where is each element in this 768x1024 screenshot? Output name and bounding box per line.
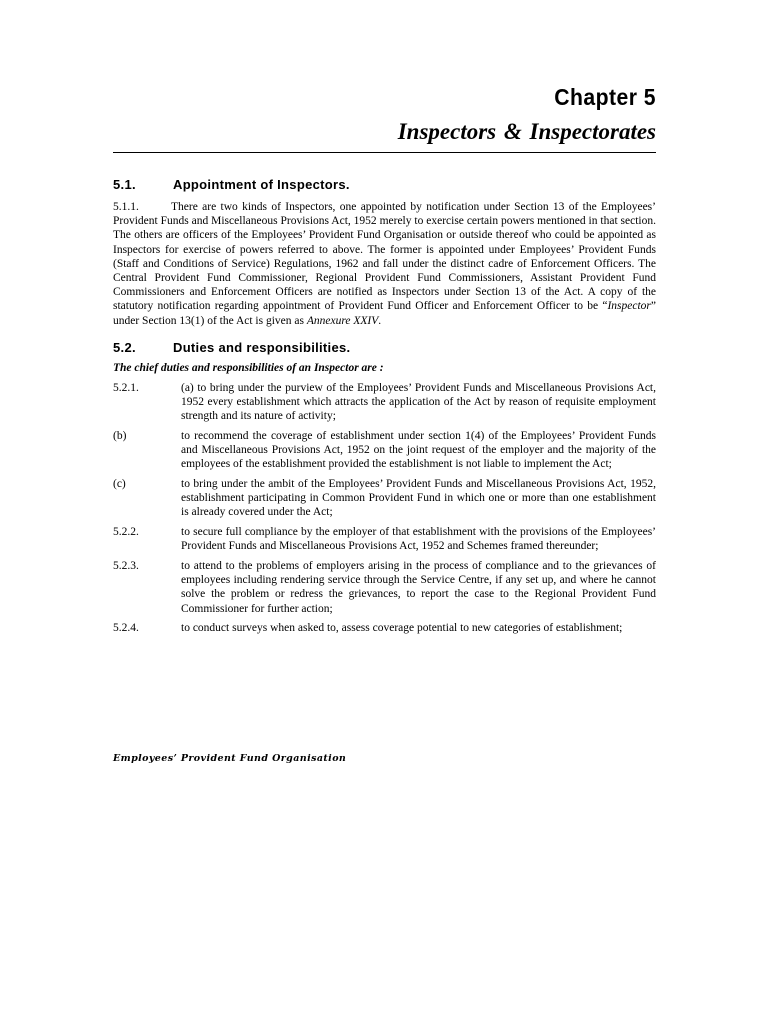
item-text: (a) to bring under the purview of the Employees’ Provident Funds and Miscellaneous Provisions Act, 1952 every establishment which attracts the application of the Act by reason of requisite employment strength and its nature of activity; [181, 381, 656, 423]
item-number: 5.2.2. [113, 526, 139, 539]
list-item [113, 381, 656, 424]
item-number: (c) [113, 478, 126, 491]
item-number: 5.2.3. [113, 560, 139, 573]
paragraph-text-mid: ” under Section 13(1) of the Act is given as [113, 300, 656, 327]
annexure-reference: Annexure XXIV [306, 314, 379, 327]
list-item [113, 477, 656, 520]
document-page [113, 84, 656, 641]
paragraph-number: 5.1.1. [113, 201, 139, 213]
item-text: to attend to the problems of employers arising in the process of compliance and to the grievances of employees including rendering service through the Service Centre, if any set up, and where he cannot solve the problem or redress the grievances, to report the case to the Regional Provident Fund Commissioner for further action; [181, 560, 656, 615]
section-number: 5.2. [113, 339, 136, 355]
paragraph-text: There are two kinds of Inspectors, one appointed by notification under Section 13 of the Employees’ Provident Funds and Miscellaneous Provisions Act, 1952 merely to exercise certain powers mentioned in that section. The others are officers of the Employees’ Provident Fund Organisation or outside thereof who could be appointed as Inspectors for exercise of powers referred to above. The former is appointed under Employees’ Provident Funds (Staff and Conditions of Service) Regulations, 1962 and fall under the distinct cadre of Enforcement Officers. The Central Provident Fund Commissioner, Regional Provident Fund Commissioners, Assistant Provident Fund Commissioners and Enforcement Officers are notified as Inspectors under Section 13 of the Act. A copy of the statutory notification regarding appointment of Provident Fund Officer and Enforcement Officer to be “ [113, 201, 656, 313]
list-item [113, 525, 656, 553]
section-heading-5-1 [113, 177, 656, 192]
duties-list [113, 381, 656, 636]
paragraph-inspector-term: Inspector [607, 300, 651, 313]
item-text: to secure full compliance by the employer of that establishment with the provisions of the Employees’ Provident Funds and Miscellaneous Provisions Act, 1952 and Schemes framed thereunder; [181, 526, 656, 553]
item-text: to bring under the ambit of the Employees’ Provident Funds and Miscellaneous Provisions Act, 1952, establishment participating in Common Provident Fund in which one or more than one establishment is already covered under the Act; [181, 478, 656, 519]
section-title: Appointment of Inspectors. [173, 177, 350, 192]
paragraph-text-end: . [378, 314, 382, 327]
list-item [113, 621, 656, 635]
item-text: to recommend the coverage of establishment under section 1(4) of the Employees’ Provident Funds and Miscellaneous Provisions Act, 1952 on the joint request of the employer and the majority of the employees of the establishment provided the establishment is not liable to implement the Act; [181, 429, 656, 471]
section-number: 5.1. [113, 177, 136, 192]
list-item [113, 429, 656, 472]
item-number: (b) [113, 429, 127, 442]
item-number: 5.2.4. [113, 622, 139, 635]
item-number: 5.2.1. [113, 381, 139, 394]
chapter-title: Inspectors & Inspectorates [397, 119, 656, 144]
chapter-label: Chapter 5 [554, 84, 656, 110]
list-item [113, 559, 656, 616]
item-text: to conduct surveys when asked to, assess coverage potential to new categories of establishment; [181, 622, 623, 635]
paragraph-5-1-1 [113, 200, 656, 328]
duties-intro: The chief duties and responsibilities of an Inspector are : [113, 361, 384, 374]
footer-organisation-name: Employees’ Provident Fund Organisation [113, 753, 347, 764]
title-divider [113, 152, 656, 153]
section-heading-5-2 [113, 340, 656, 355]
section-title: Duties and responsibilities. [173, 339, 351, 355]
